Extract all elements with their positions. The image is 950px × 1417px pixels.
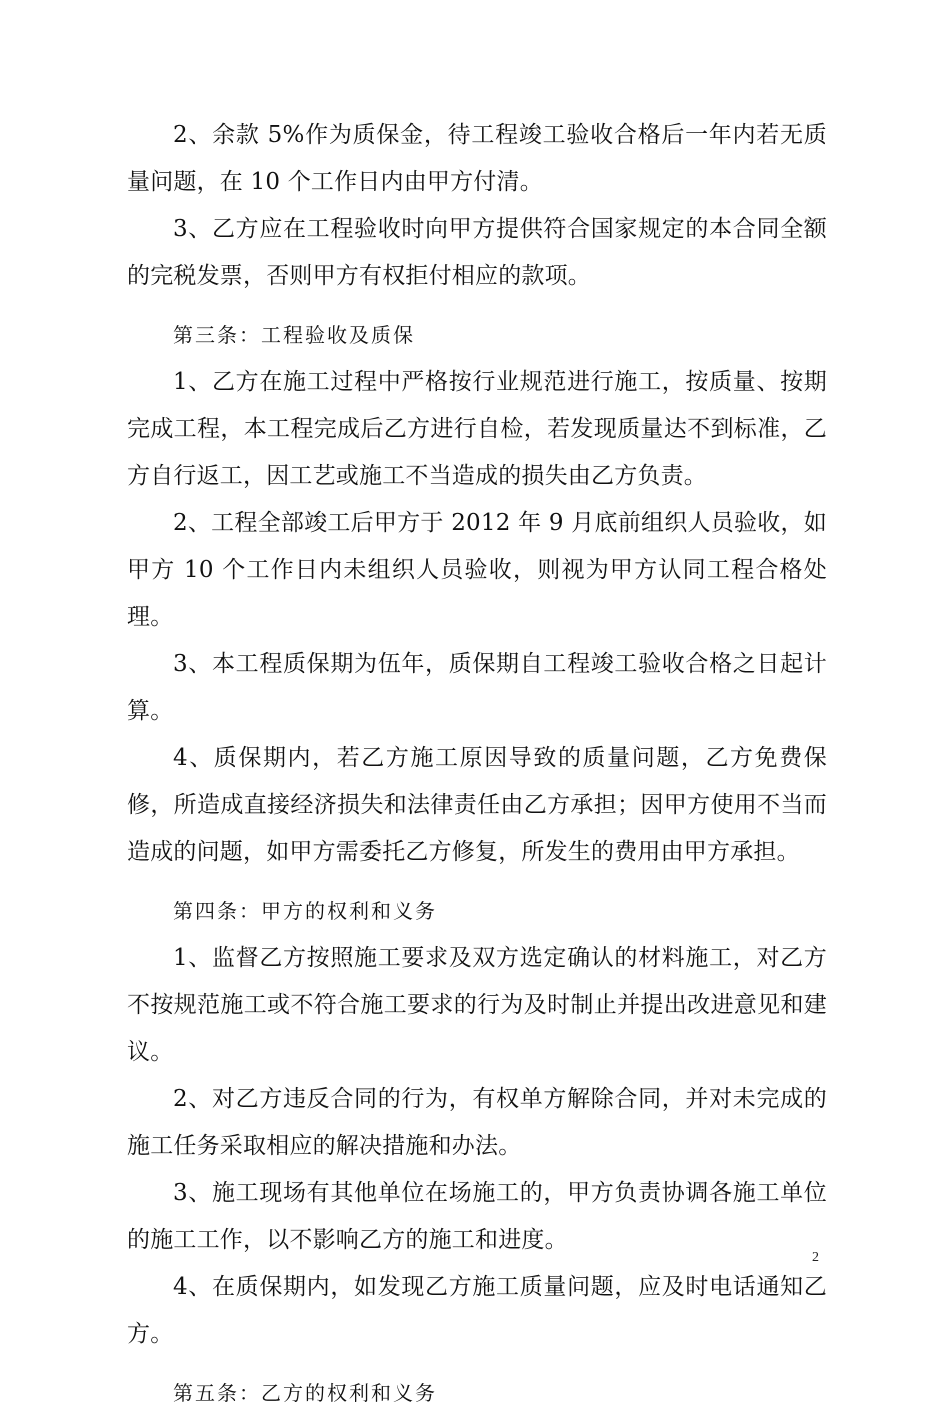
paragraph-construction-standards: 1、乙方在施工过程中严格按行业规范进行施工，按质量、按期完成工程，本工程完成后乙方进行自检，若发现质量达不到标准，乙方自行返工，因工艺或施工不当造成的损失由乙方负责。 (127, 369, 827, 489)
paragraph-acceptance-deadline: 2、工程全部竣工后甲方于 2012 年 9 月底前组织人员验收，如甲方 10 个工作日内未组织人员验收，则视为甲方认同工程合格处理。 (127, 510, 827, 630)
paragraph-supervision: 1、监督乙方按照施工要求及双方选定确认的材料施工，对乙方不按规范施工或不符合施工要求的行为及时制止并提出改进意见和建议。 (127, 945, 827, 1065)
paragraph-warranty-liability: 4、质保期内，若乙方施工原因导致的质量问题，乙方免费保修，所造成直接经济损失和法律责任由乙方承担；因甲方使用不当而造成的问题，如甲方需委托乙方修复，所发生的费用由甲方承担。 (127, 745, 827, 865)
page-number: 2 (812, 1250, 819, 1265)
section-heading-article-5: 第五条：乙方的权利和义务 (173, 1381, 437, 1405)
paragraph-tax-invoice: 3、乙方应在工程验收时向甲方提供符合国家规定的本合同全额的完税发票，否则甲方有权拒付相应的款项。 (127, 216, 827, 289)
section-heading-article-3: 第三条：工程验收及质保 (173, 323, 415, 347)
paragraph-warranty-period: 3、本工程质保期为伍年，质保期自工程竣工验收合格之日起计算。 (127, 651, 827, 724)
paragraph-termination-right: 2、对乙方违反合同的行为，有权单方解除合同，并对未完成的施工任务采取相应的解决措施和办法。 (127, 1086, 827, 1159)
paragraph-quality-notification: 4、在质保期内，如发现乙方施工质量问题，应及时电话通知乙方。 (127, 1274, 827, 1347)
paragraph-balance-retention: 2、余款 5%作为质保金，待工程竣工验收合格后一年内若无质量问题，在 10 个工作日内由甲方付清。 (127, 122, 827, 195)
section-heading-article-4: 第四条：甲方的权利和义务 (173, 899, 437, 923)
document-body (127, 112, 827, 1417)
paragraph-site-coordination: 3、施工现场有其他单位在场施工的，甲方负责协调各施工单位的施工工作，以不影响乙方的施工和进度。 (127, 1180, 827, 1253)
